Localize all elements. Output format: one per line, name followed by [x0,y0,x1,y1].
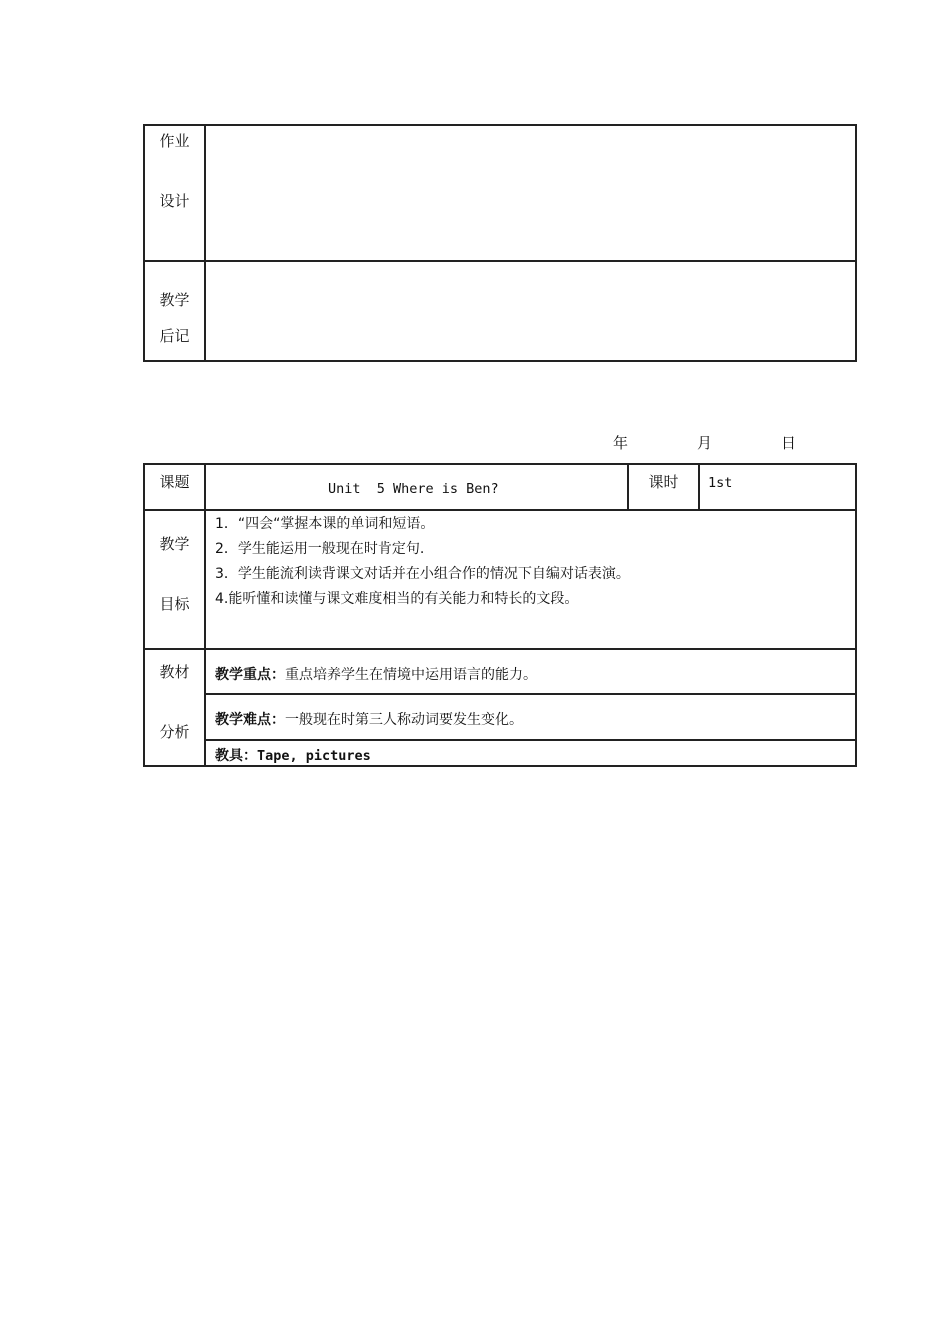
objective-item: 4.能听懂和读懂与课文难度相当的有关能力和特长的文段。 [215,591,579,607]
date-month: 月 [697,434,713,452]
key-points-label: 教学重点： [215,667,285,683]
homework-label-line1: 作业 [159,132,190,150]
date-day: 日 [781,434,797,452]
homework-table [143,124,857,362]
aids-text: Tape, pictures [257,748,371,764]
objective-item: 2．学生能运用一般现在时肯定句. [215,541,425,557]
topic-label-cell [144,464,205,510]
homework-label-line2: 设计 [159,192,190,210]
period-label: 课时 [648,473,679,491]
reflection-label-cell [144,261,205,361]
difficulties-cell [205,694,856,740]
key-points-text: 重点培养学生在情境中运用语言的能力。 [285,667,537,683]
topic-label: 课题 [159,473,190,491]
topic-value: Unit 5 Where is Ben? [328,481,499,497]
period-value: 1st [708,475,733,491]
difficulties-label: 教学难点： [215,712,285,728]
period-value-cell [699,464,856,510]
homework-label-cell [144,125,205,261]
analysis-label-cell [144,649,205,766]
objectives-label-cell [144,510,205,649]
reflection-content-cell[interactable] [205,261,856,361]
reflection-label-line1: 教学 [159,291,190,309]
analysis-label-line1: 教材 [159,663,190,681]
aids-cell [205,740,856,766]
objective-item: 3．学生能流利读背课文对话并在小组合作的情况下自编对话表演。 [215,566,630,582]
homework-content-cell[interactable] [205,125,856,261]
analysis-label-line2: 分析 [159,723,190,741]
reflection-label-line2: 后记 [159,327,190,345]
topic-value-cell [205,464,628,510]
period-label-cell [628,464,699,510]
lesson-plan-table [143,463,857,767]
key-points-cell [205,649,856,694]
objective-item: 1．“四会“掌握本课的单词和短语。 [215,516,435,532]
objectives-label-line1: 教学 [159,535,190,553]
objectives-label-line2: 目标 [159,595,190,613]
difficulties-text: 一般现在时第三人称动词要发生变化。 [285,712,523,728]
date-line [600,432,830,452]
objectives-list [206,511,855,612]
date-year: 年 [613,434,629,452]
aids-label: 教具： [215,748,257,764]
objectives-content-cell [205,510,856,649]
